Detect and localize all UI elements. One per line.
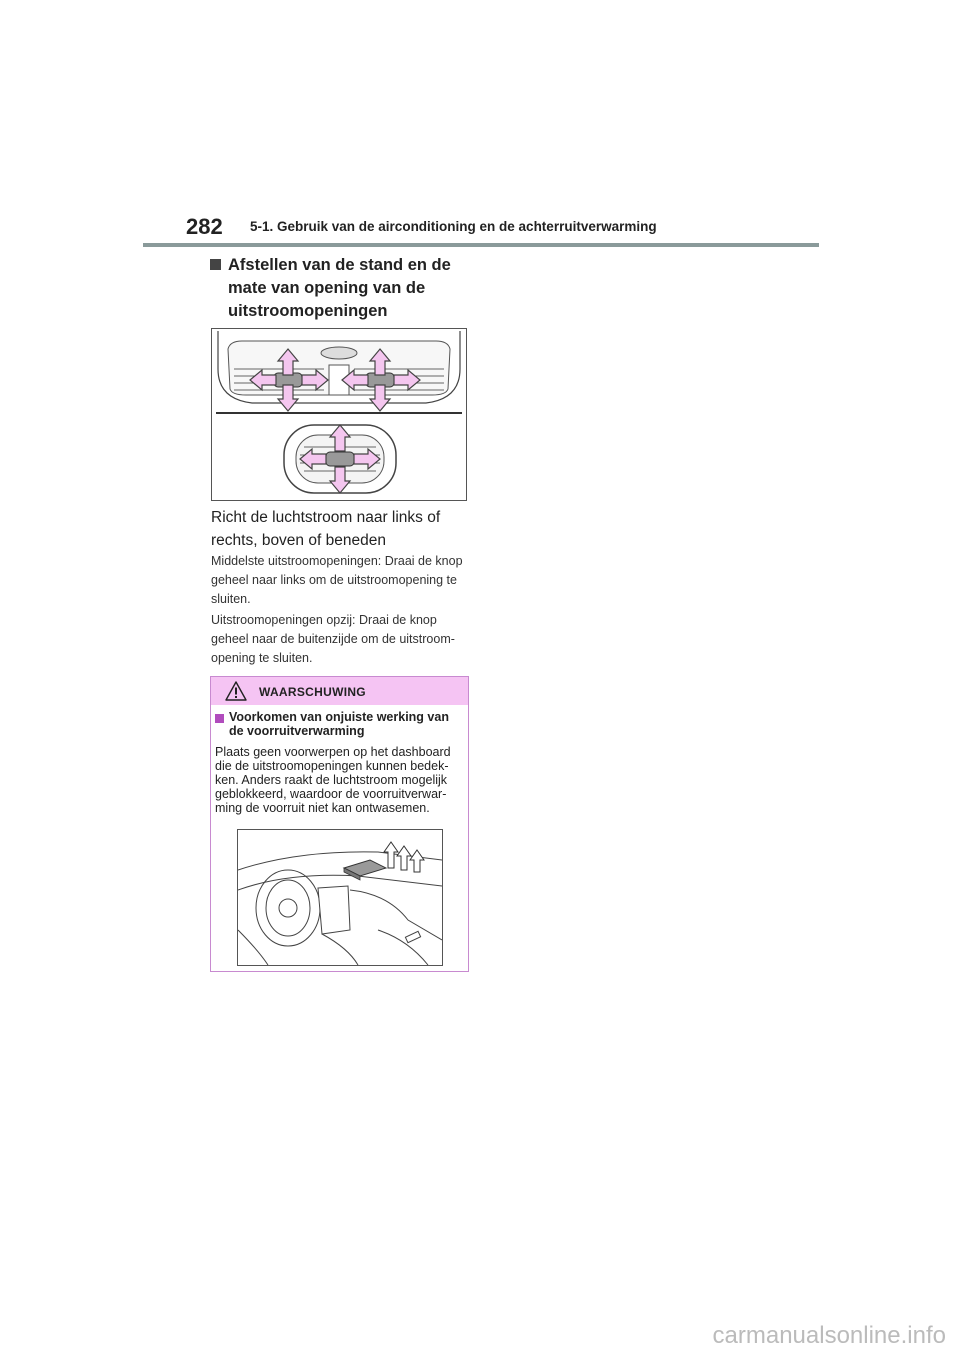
- paragraph-center-vents: Middelste uitstroomopeningen: Draai de knop geheel naar links om de uitstroomopening te sluiten.: [211, 554, 463, 606]
- warning-triangle-icon: [225, 681, 247, 701]
- center-sensor: [321, 347, 357, 359]
- section-heading: Afstellen van de stand en de mate van opening van de uitstroomopeningen: [228, 256, 451, 320]
- dashboard-illustration: [237, 829, 443, 966]
- figure-caption: Richt de luchtstroom naar links of rechts, boven of beneden: [211, 509, 441, 549]
- watermark: carmanualsonline.info: [712, 1322, 946, 1349]
- warning-heading: Voorkomen van onjuiste werking van de voorruitverwarming: [229, 710, 449, 738]
- airflow-arrow-1: [384, 842, 398, 868]
- header-section-title: 5-1. Gebruik van de airconditioning en de achterruitverwarming: [250, 219, 657, 234]
- square-bullet-icon: [215, 714, 224, 723]
- warning-title: WAARSCHUWING: [259, 685, 366, 699]
- warning-body: Plaats geen voorwerpen op het dashboard die de uitstroomopeningen kunnen bedekken. Anders raakt de luchtstroom mogelijk geblokkeerd, waardoor de voorruitverwarming de voorruit niet kan ontwasemen.: [215, 745, 451, 815]
- side-vent-knob: [326, 452, 354, 466]
- airflow-arrow-2: [397, 846, 411, 870]
- airflow-arrow-3: [410, 850, 424, 872]
- vent-adjustment-drawing: [212, 329, 466, 500]
- square-bullet-icon: [210, 259, 221, 270]
- page-number: 282: [186, 214, 223, 239]
- header-rule: [143, 243, 819, 247]
- warning-box: [210, 676, 469, 972]
- paragraph-side-vents: Uitstroomopeningen opzij: Draai de knop geheel naar de buitenzijde om de uitstroomopening te sluiten.: [211, 613, 455, 665]
- warning-header: [211, 677, 468, 705]
- vent-adjustment-illustration: [211, 328, 467, 501]
- dashboard-drawing: [238, 830, 442, 965]
